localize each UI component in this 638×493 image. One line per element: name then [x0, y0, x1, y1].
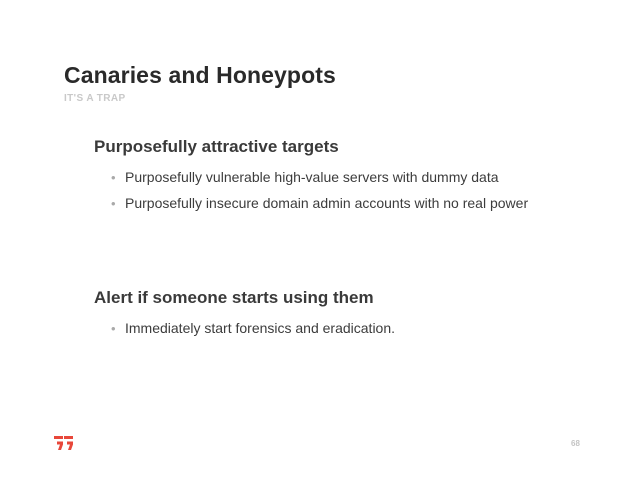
bullet-text: Immediately start forensics and eradication.	[125, 320, 396, 336]
section-attractive-targets	[94, 137, 564, 220]
bullet-item	[94, 168, 564, 187]
bullet-marker: •	[111, 321, 116, 336]
bullet-item	[94, 319, 564, 338]
bullet-item	[94, 194, 564, 213]
page-number: 68	[571, 439, 580, 448]
section-heading: Alert if someone starts using them	[94, 288, 374, 307]
brand-logo-icon	[54, 434, 76, 452]
bullet-text: Purposefully insecure domain admin accounts with no real power	[125, 195, 529, 211]
slide-title: Canaries and Honeypots	[64, 62, 336, 88]
bullet-list	[94, 168, 564, 213]
bullet-text: Purposefully vulnerable high-value servers with dummy data	[125, 169, 499, 185]
section-heading: Purposefully attractive targets	[94, 137, 339, 156]
bullet-marker: •	[111, 196, 116, 211]
bullet-marker: •	[111, 170, 116, 185]
bullet-list	[94, 319, 564, 338]
section-alert	[94, 288, 564, 345]
slide-subtitle: IT'S A TRAP	[64, 93, 126, 104]
